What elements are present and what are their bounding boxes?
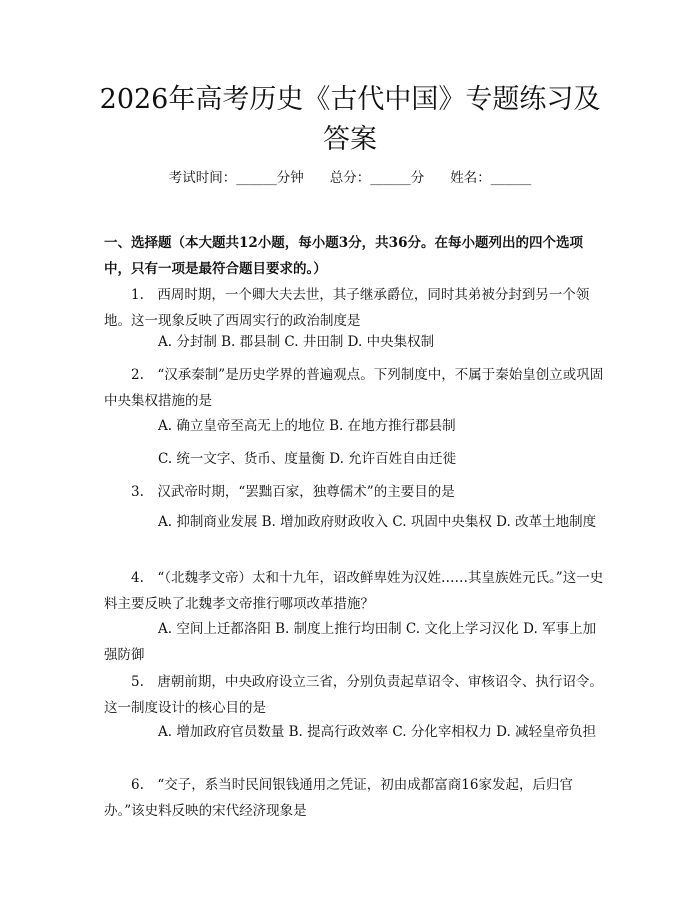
question-stem: “汉承秦制”是历史学界的普遍观点。下列制度中，不属于秦始皇创立或巩固中央集权措施的是 <box>104 367 604 409</box>
question-5 <box>104 669 604 721</box>
question-1 <box>104 282 604 334</box>
question-6 <box>104 772 604 824</box>
question-stem: 汉武帝时期，“罢黜百家，独尊儒术”的主要目的是 <box>157 484 455 500</box>
question-number: 1. <box>131 287 144 303</box>
question-number: 4. <box>131 570 144 586</box>
question-stem: 西周时期，一个卿大夫去世，其子继承爵位，同时其弟被分封到另一个领地。这一现象反映了西周实行的政治制度是 <box>104 287 590 329</box>
exam-info-line <box>0 168 700 188</box>
question-stem: “（北魏孝文帝）太和十九年，诏改鲜卑姓为汉姓……其皇族姓元氏。”这一史料主要反映了北魏孝文帝推行哪项改革措施？ <box>104 570 604 612</box>
question-number: 3. <box>131 484 144 500</box>
question-number: 5. <box>131 674 144 690</box>
question-5-options: A. 增加政府官员数量 B. 提高行政效率 C. 分化宰相权力 D. 减轻皇帝负担 <box>158 724 597 740</box>
question-3-options: A. 抑制商业发展 B. 增加政府财政收入 C. 巩固中央集权 D. 改革土地制度 <box>158 514 597 530</box>
total-score-field: 总分：______分 <box>329 170 425 186</box>
page-title: 2026年高考历史《古代中国》专题练习及答案 <box>99 84 601 155</box>
question-1-options: A. 分封制 B. 郡县制 C. 井田制 D. 中央集权制 <box>158 334 435 350</box>
question-2 <box>104 362 604 414</box>
section-heading: 一、选择题（本大题共12小题，每小题3分，共36分。在每小题列出的四个选项中，只有一项是最符合题目要求的。） <box>104 235 583 277</box>
name-field: 姓名：______ <box>450 170 532 186</box>
question-number: 6. <box>131 777 144 793</box>
exam-time-field: 考试时间：______分钟 <box>168 170 304 186</box>
question-3 <box>104 479 604 505</box>
question-4 <box>104 565 604 617</box>
question-4-options: A. 空间上迁都洛阳 B. 制度上推行均田制 C. 文化上学习汉化 D. 军事上加强防御 <box>104 621 597 663</box>
question-stem: “交子，系当时民间银钱通用之凭证，初由成都富商16家发起，后归官办。”该史料反映的宋代经济现象是 <box>104 777 573 819</box>
question-2-options-line-2: C. 统一文字、货币、度量衡 D. 允许百姓自由迁徙 <box>158 451 457 467</box>
question-stem: 唐朝前期，中央政府设立三省，分别负责起草诏令、审核诏令、执行诏令。这一制度设计的核心目的是 <box>104 674 603 716</box>
question-number: 2. <box>131 367 144 383</box>
question-2-options-line-1: A. 确立皇帝至高无上的地位 B. 在地方推行郡县制 <box>158 418 456 434</box>
